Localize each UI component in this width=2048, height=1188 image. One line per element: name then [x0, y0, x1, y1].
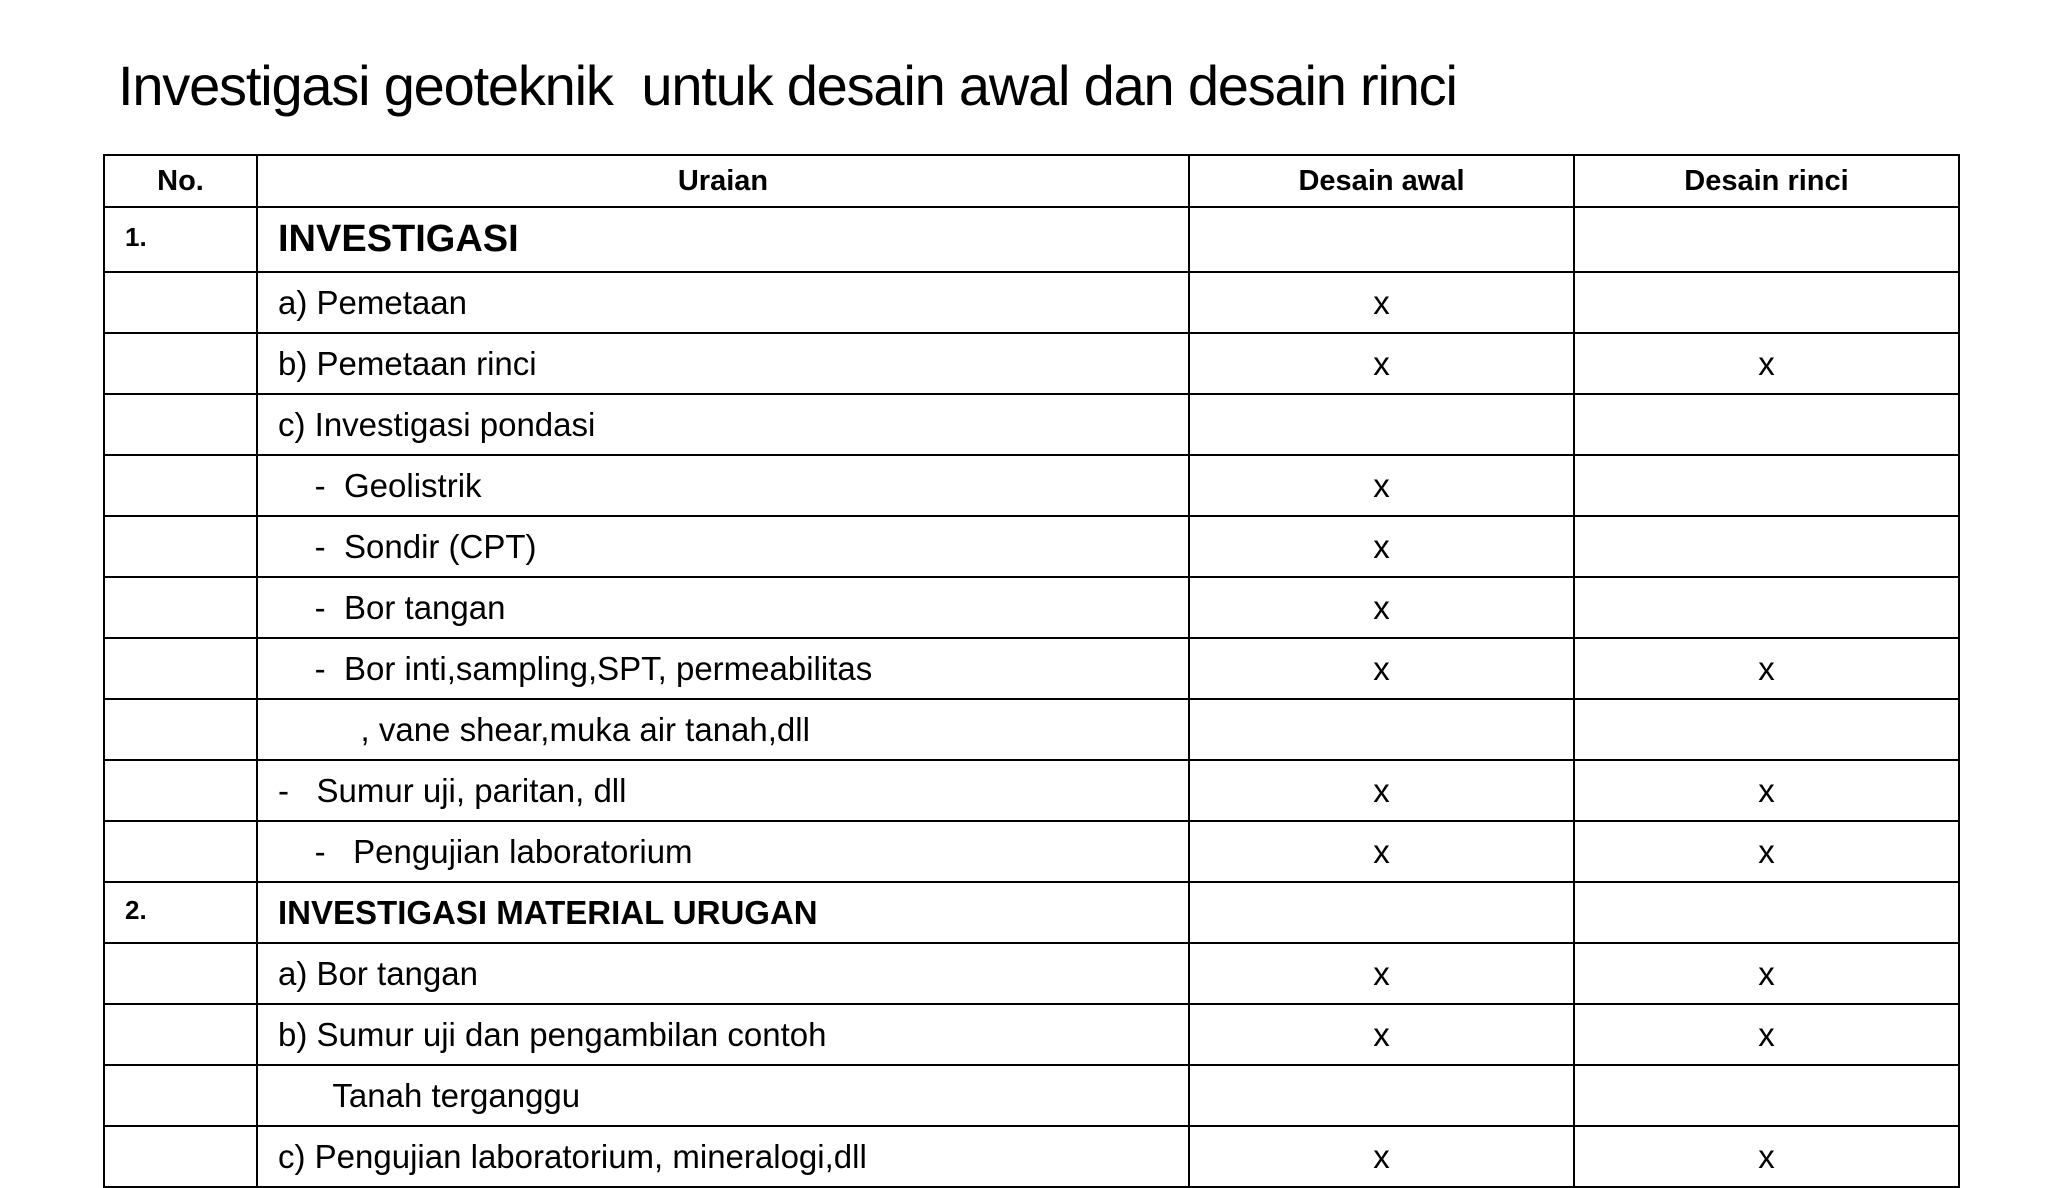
desain-rinci-mark: x: [1574, 638, 1959, 699]
desain-awal-mark: [1189, 394, 1574, 455]
row-number: [104, 821, 257, 882]
desain-rinci-mark: [1574, 882, 1959, 943]
desain-awal-mark: x: [1189, 638, 1574, 699]
table-row: [104, 1126, 1959, 1187]
section-heading: INVESTIGASI: [257, 207, 1189, 272]
table-row: [104, 207, 1959, 272]
row-description: Tanah terganggu: [257, 1065, 1189, 1126]
desain-rinci-mark: [1574, 1065, 1959, 1126]
row-description: - Bor inti,sampling,SPT, permeabilitas: [257, 638, 1189, 699]
row-description: c) Pengujian laboratorium, mineralogi,dll: [257, 1126, 1189, 1187]
row-description: - Pengujian laboratorium: [257, 821, 1189, 882]
row-description: b) Sumur uji dan pengambilan contoh: [257, 1004, 1189, 1065]
desain-rinci-mark: x: [1574, 821, 1959, 882]
row-number: [104, 577, 257, 638]
desain-awal-mark: x: [1189, 333, 1574, 394]
table-header-row: [104, 155, 1959, 207]
desain-awal-mark: x: [1189, 516, 1574, 577]
row-number: 2.: [104, 882, 257, 943]
desain-rinci-mark: x: [1574, 943, 1959, 1004]
desain-awal-mark: x: [1189, 1126, 1574, 1187]
header-desain-rinci: Desain rinci: [1574, 155, 1959, 207]
row-number: [104, 699, 257, 760]
investigation-table-container: [103, 154, 1958, 1188]
row-number: [104, 638, 257, 699]
desain-rinci-mark: x: [1574, 760, 1959, 821]
row-number: 1.: [104, 207, 257, 272]
row-description: a) Bor tangan: [257, 943, 1189, 1004]
table-row: [104, 1065, 1959, 1126]
section-heading: INVESTIGASI MATERIAL URUGAN: [257, 882, 1189, 943]
desain-rinci-mark: [1574, 455, 1959, 516]
desain-rinci-mark: [1574, 516, 1959, 577]
desain-awal-mark: x: [1189, 272, 1574, 333]
slide-title: Investigasi geoteknik untuk desain awal dan desain rinci: [118, 54, 1457, 117]
row-number: [104, 1126, 257, 1187]
desain-rinci-mark: x: [1574, 333, 1959, 394]
header-no: No.: [104, 155, 257, 207]
desain-rinci-mark: [1574, 394, 1959, 455]
row-description: - Sumur uji, paritan, dll: [257, 760, 1189, 821]
row-description: - Sondir (CPT): [257, 516, 1189, 577]
row-number: [104, 760, 257, 821]
table-row: [104, 394, 1959, 455]
row-number: [104, 333, 257, 394]
desain-awal-mark: [1189, 882, 1574, 943]
desain-awal-mark: x: [1189, 943, 1574, 1004]
investigation-table: [103, 154, 1960, 1188]
desain-awal-mark: [1189, 207, 1574, 272]
desain-rinci-mark: x: [1574, 1126, 1959, 1187]
table-row: [104, 1004, 1959, 1065]
header-uraian: Uraian: [257, 155, 1189, 207]
row-number: [104, 1065, 257, 1126]
table-row: [104, 699, 1959, 760]
desain-awal-mark: x: [1189, 760, 1574, 821]
table-row: [104, 333, 1959, 394]
row-description: - Bor tangan: [257, 577, 1189, 638]
header-desain-awal: Desain awal: [1189, 155, 1574, 207]
desain-rinci-mark: [1574, 272, 1959, 333]
table-row: [104, 638, 1959, 699]
row-description: c) Investigasi pondasi: [257, 394, 1189, 455]
desain-awal-mark: [1189, 699, 1574, 760]
desain-rinci-mark: [1574, 207, 1959, 272]
row-number: [104, 1004, 257, 1065]
desain-awal-mark: x: [1189, 577, 1574, 638]
row-number: [104, 272, 257, 333]
desain-rinci-mark: [1574, 577, 1959, 638]
desain-awal-mark: x: [1189, 455, 1574, 516]
desain-awal-mark: x: [1189, 821, 1574, 882]
table-row: [104, 821, 1959, 882]
row-number: [104, 455, 257, 516]
table-row: [104, 760, 1959, 821]
table-row: [104, 577, 1959, 638]
row-description: - Geolistrik: [257, 455, 1189, 516]
row-number: [104, 516, 257, 577]
row-description: b) Pemetaan rinci: [257, 333, 1189, 394]
table-row: [104, 943, 1959, 1004]
desain-rinci-mark: x: [1574, 1004, 1959, 1065]
table-row: [104, 455, 1959, 516]
row-number: [104, 943, 257, 1004]
row-description: , vane shear,muka air tanah,dll: [257, 699, 1189, 760]
table-row: [104, 272, 1959, 333]
row-description: a) Pemetaan: [257, 272, 1189, 333]
desain-awal-mark: x: [1189, 1004, 1574, 1065]
desain-rinci-mark: [1574, 699, 1959, 760]
desain-awal-mark: [1189, 1065, 1574, 1126]
table-row: [104, 516, 1959, 577]
table-row: [104, 882, 1959, 943]
row-number: [104, 394, 257, 455]
